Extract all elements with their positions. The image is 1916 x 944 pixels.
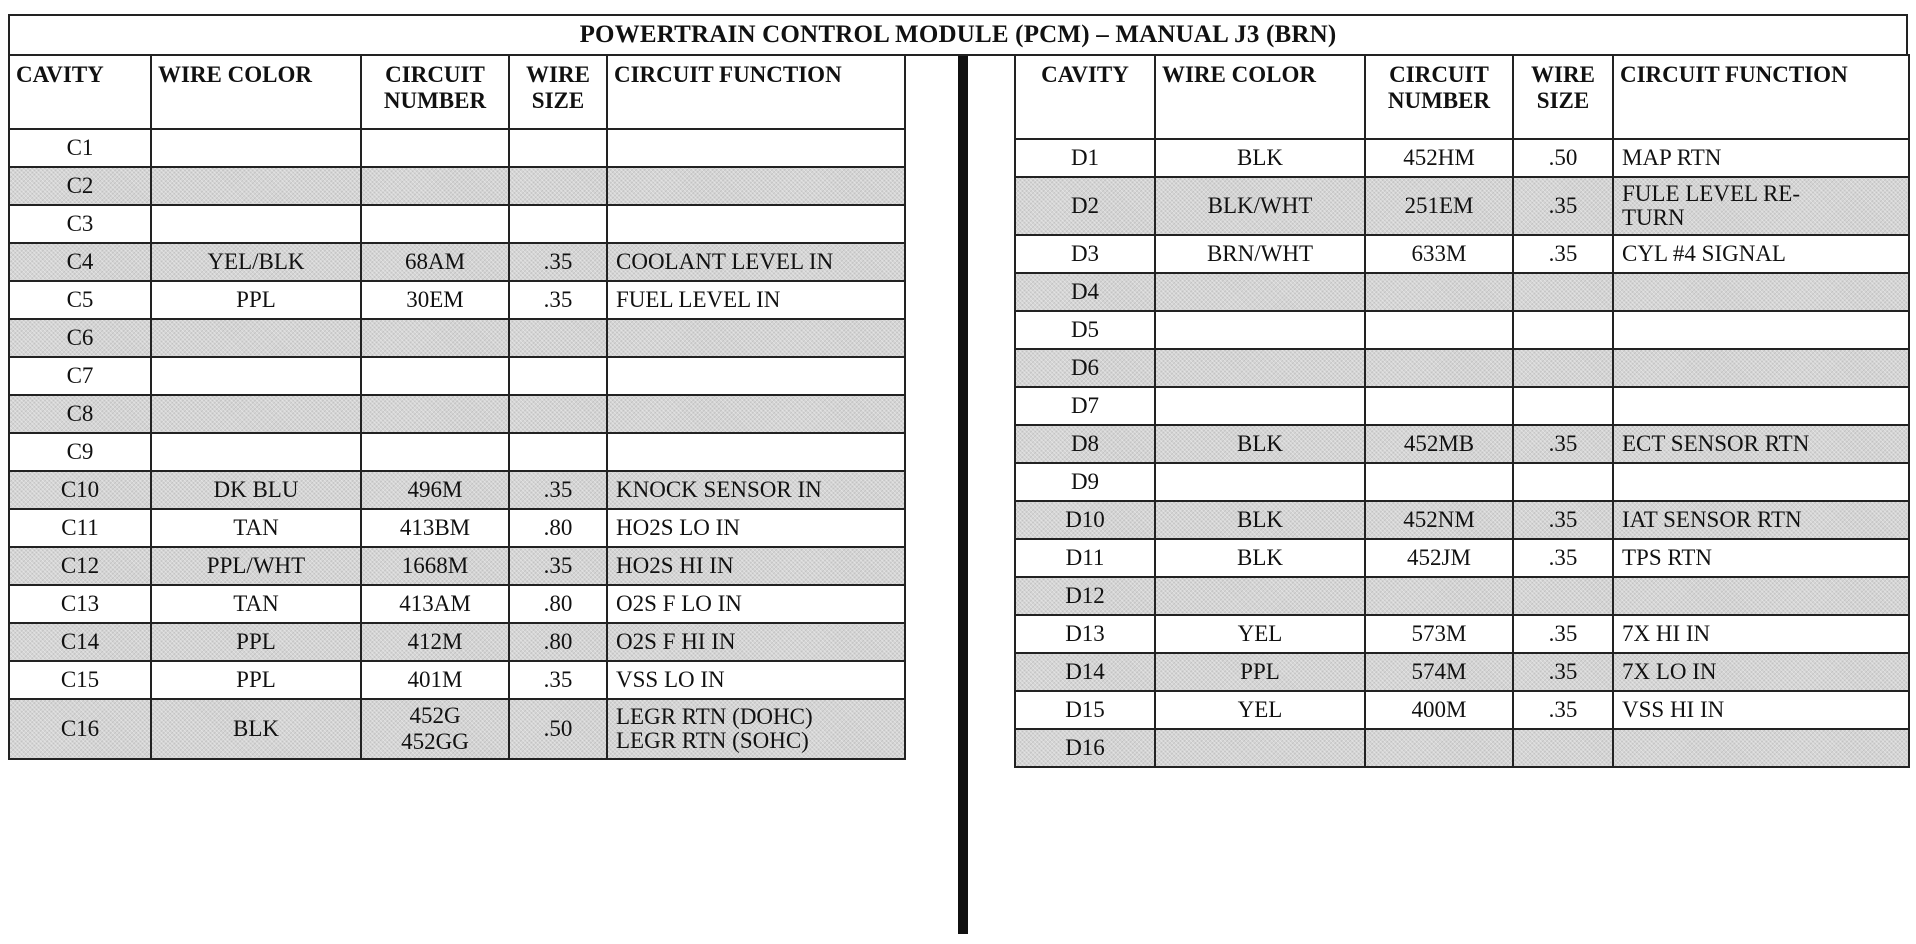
cavity-cell: C15 bbox=[9, 661, 151, 699]
wire-size-cell bbox=[1513, 463, 1613, 501]
table-row bbox=[9, 167, 905, 205]
table-row bbox=[9, 205, 905, 243]
wire-size-cell: .35 bbox=[509, 547, 607, 585]
circuit-number-cell bbox=[361, 319, 509, 357]
header-row bbox=[1015, 55, 1909, 139]
circuit-function-cell bbox=[607, 205, 905, 243]
cavity-cell: C5 bbox=[9, 281, 151, 319]
cavity-cell: C9 bbox=[9, 433, 151, 471]
table-row bbox=[9, 623, 905, 661]
circuit-number-cell bbox=[361, 167, 509, 205]
wire-color-cell: TAN bbox=[151, 585, 361, 623]
cavity-cell: C11 bbox=[9, 509, 151, 547]
circuit-number-cell: 400M bbox=[1365, 691, 1513, 729]
circuit-function-cell: IAT SENSOR RTN bbox=[1613, 501, 1909, 539]
circuit-number-cell: 452JM bbox=[1365, 539, 1513, 577]
cavity-cell: C8 bbox=[9, 395, 151, 433]
wire-color-cell: BLK bbox=[1155, 425, 1365, 463]
cavity-cell: D5 bbox=[1015, 311, 1155, 349]
wire-color-cell bbox=[1155, 349, 1365, 387]
cavity-cell: C2 bbox=[9, 167, 151, 205]
table-row bbox=[9, 395, 905, 433]
wire-color-cell: PPL bbox=[151, 661, 361, 699]
circuit-function-cell: LEGR RTN (DOHC) LEGR RTN (SOHC) bbox=[607, 699, 905, 759]
wire-color-cell bbox=[1155, 311, 1365, 349]
circuit-function-cell: HO2S LO IN bbox=[607, 509, 905, 547]
circuit-number-cell: 413BM bbox=[361, 509, 509, 547]
circuit-number-cell: 452G 452GG bbox=[361, 699, 509, 759]
wire-color-cell bbox=[1155, 273, 1365, 311]
wire-color-cell: BRN/WHT bbox=[1155, 235, 1365, 273]
circuit-number-cell: 452MB bbox=[1365, 425, 1513, 463]
cavity-cell: C3 bbox=[9, 205, 151, 243]
circuit-function-cell: O2S F LO IN bbox=[607, 585, 905, 623]
header-wire-size: WIRE SIZE bbox=[509, 55, 607, 129]
circuit-function-cell: VSS LO IN bbox=[607, 661, 905, 699]
table-row bbox=[9, 243, 905, 281]
wire-size-cell bbox=[1513, 387, 1613, 425]
cavity-cell: D14 bbox=[1015, 653, 1155, 691]
circuit-function-cell: HO2S HI IN bbox=[607, 547, 905, 585]
cavity-cell: C4 bbox=[9, 243, 151, 281]
cavity-cell: C13 bbox=[9, 585, 151, 623]
wire-size-cell: .80 bbox=[509, 509, 607, 547]
table-row bbox=[9, 699, 905, 759]
wire-color-cell bbox=[151, 167, 361, 205]
wire-color-cell bbox=[1155, 463, 1365, 501]
wire-size-cell bbox=[509, 319, 607, 357]
circuit-function-cell bbox=[607, 167, 905, 205]
connector-table-c bbox=[8, 54, 906, 760]
table-row bbox=[1015, 653, 1909, 691]
circuit-number-cell: 251EM bbox=[1365, 177, 1513, 235]
circuit-number-cell bbox=[1365, 349, 1513, 387]
wire-color-cell: PPL bbox=[1155, 653, 1365, 691]
circuit-function-cell bbox=[1613, 349, 1909, 387]
circuit-number-cell bbox=[1365, 729, 1513, 767]
wire-size-cell bbox=[509, 205, 607, 243]
header-wire-size: WIRE SIZE bbox=[1513, 55, 1613, 139]
wire-size-cell: .35 bbox=[1513, 691, 1613, 729]
circuit-number-cell: 412M bbox=[361, 623, 509, 661]
wire-color-cell bbox=[151, 129, 361, 167]
table-row bbox=[1015, 235, 1909, 273]
table-row bbox=[1015, 139, 1909, 177]
table-row bbox=[1015, 349, 1909, 387]
table-row bbox=[1015, 463, 1909, 501]
table-row bbox=[1015, 177, 1909, 235]
wire-color-cell: DK BLU bbox=[151, 471, 361, 509]
table-row bbox=[9, 585, 905, 623]
wire-color-cell: TAN bbox=[151, 509, 361, 547]
circuit-function-cell bbox=[1613, 577, 1909, 615]
circuit-number-cell bbox=[1365, 311, 1513, 349]
wire-size-cell: .35 bbox=[509, 243, 607, 281]
table-row bbox=[1015, 729, 1909, 767]
header-circuit-number: CIRCUIT NUMBER bbox=[361, 55, 509, 129]
circuit-number-cell: 452HM bbox=[1365, 139, 1513, 177]
header-row bbox=[9, 55, 905, 129]
cavity-cell: C10 bbox=[9, 471, 151, 509]
wire-color-cell: PPL/WHT bbox=[151, 547, 361, 585]
cavity-cell: C7 bbox=[9, 357, 151, 395]
wire-color-cell: YEL bbox=[1155, 691, 1365, 729]
cavity-cell: D13 bbox=[1015, 615, 1155, 653]
circuit-function-cell: TPS RTN bbox=[1613, 539, 1909, 577]
circuit-function-cell bbox=[1613, 273, 1909, 311]
table-row bbox=[9, 509, 905, 547]
wire-color-cell bbox=[151, 319, 361, 357]
circuit-number-cell bbox=[1365, 387, 1513, 425]
wire-size-cell: .35 bbox=[1513, 539, 1613, 577]
wire-color-cell bbox=[1155, 387, 1365, 425]
cavity-cell: D2 bbox=[1015, 177, 1155, 235]
wire-size-cell: .35 bbox=[509, 471, 607, 509]
table-row bbox=[9, 129, 905, 167]
wire-size-cell: .35 bbox=[1513, 425, 1613, 463]
circuit-number-cell bbox=[1365, 273, 1513, 311]
cavity-cell: D4 bbox=[1015, 273, 1155, 311]
header-wire-color: WIRE COLOR bbox=[151, 55, 361, 129]
wire-color-cell: BLK bbox=[1155, 501, 1365, 539]
circuit-number-cell: 573M bbox=[1365, 615, 1513, 653]
circuit-function-cell bbox=[1613, 387, 1909, 425]
circuit-number-cell: 401M bbox=[361, 661, 509, 699]
table-row bbox=[9, 319, 905, 357]
wire-size-cell: .35 bbox=[509, 661, 607, 699]
connector-table-d bbox=[1014, 54, 1910, 768]
table-row bbox=[9, 433, 905, 471]
wire-color-cell bbox=[1155, 729, 1365, 767]
wire-color-cell: PPL bbox=[151, 623, 361, 661]
circuit-number-cell bbox=[361, 205, 509, 243]
cavity-cell: D15 bbox=[1015, 691, 1155, 729]
circuit-function-cell: FUEL LEVEL IN bbox=[607, 281, 905, 319]
circuit-number-cell bbox=[1365, 577, 1513, 615]
circuit-number-cell: 452NM bbox=[1365, 501, 1513, 539]
table-row bbox=[9, 471, 905, 509]
circuit-function-cell: CYL #4 SIGNAL bbox=[1613, 235, 1909, 273]
circuit-function-cell: COOLANT LEVEL IN bbox=[607, 243, 905, 281]
wire-size-cell bbox=[509, 129, 607, 167]
cavity-cell: C6 bbox=[9, 319, 151, 357]
wire-size-cell bbox=[509, 395, 607, 433]
circuit-number-cell bbox=[1365, 463, 1513, 501]
circuit-function-cell bbox=[607, 395, 905, 433]
table-row bbox=[1015, 501, 1909, 539]
wire-size-cell: .35 bbox=[1513, 235, 1613, 273]
header-cavity: CAVITY bbox=[1015, 55, 1155, 139]
wire-size-cell bbox=[1513, 311, 1613, 349]
circuit-function-cell: 7X LO IN bbox=[1613, 653, 1909, 691]
cavity-cell: D7 bbox=[1015, 387, 1155, 425]
wire-size-cell bbox=[1513, 273, 1613, 311]
wire-color-cell: BLK bbox=[1155, 539, 1365, 577]
table-row bbox=[1015, 311, 1909, 349]
cavity-cell: C12 bbox=[9, 547, 151, 585]
wire-color-cell: BLK bbox=[1155, 139, 1365, 177]
cavity-cell: D9 bbox=[1015, 463, 1155, 501]
wire-color-cell: BLK/WHT bbox=[1155, 177, 1365, 235]
wire-color-cell: YEL bbox=[1155, 615, 1365, 653]
wire-size-cell: .35 bbox=[509, 281, 607, 319]
table-row bbox=[1015, 273, 1909, 311]
circuit-number-cell: 30EM bbox=[361, 281, 509, 319]
table-title: POWERTRAIN CONTROL MODULE (PCM) – MANUAL J3 (BRN) bbox=[8, 14, 1908, 56]
circuit-number-cell bbox=[361, 433, 509, 471]
table-row bbox=[1015, 691, 1909, 729]
cavity-cell: D8 bbox=[1015, 425, 1155, 463]
header-cavity: CAVITY bbox=[9, 55, 151, 129]
circuit-number-cell: 574M bbox=[1365, 653, 1513, 691]
circuit-function-cell: ECT SENSOR RTN bbox=[1613, 425, 1909, 463]
wire-size-cell: .50 bbox=[1513, 139, 1613, 177]
wire-color-cell: PPL bbox=[151, 281, 361, 319]
circuit-number-cell bbox=[361, 395, 509, 433]
wire-size-cell bbox=[509, 433, 607, 471]
circuit-function-cell: MAP RTN bbox=[1613, 139, 1909, 177]
cavity-cell: C16 bbox=[9, 699, 151, 759]
cavity-cell: D10 bbox=[1015, 501, 1155, 539]
circuit-number-cell: 496M bbox=[361, 471, 509, 509]
column-divider bbox=[958, 56, 968, 934]
wire-size-cell bbox=[509, 167, 607, 205]
table-row bbox=[1015, 539, 1909, 577]
header-circuit-function: CIRCUIT FUNCTION bbox=[607, 55, 905, 129]
wire-color-cell: BLK bbox=[151, 699, 361, 759]
wire-color-cell bbox=[151, 357, 361, 395]
wire-color-cell bbox=[151, 205, 361, 243]
wire-size-cell: .35 bbox=[1513, 653, 1613, 691]
wire-size-cell bbox=[1513, 729, 1613, 767]
circuit-number-cell: 1668M bbox=[361, 547, 509, 585]
cavity-cell: C14 bbox=[9, 623, 151, 661]
wire-color-cell bbox=[151, 433, 361, 471]
wire-color-cell bbox=[1155, 577, 1365, 615]
wire-size-cell: .80 bbox=[509, 585, 607, 623]
cavity-cell: D6 bbox=[1015, 349, 1155, 387]
circuit-function-cell bbox=[1613, 463, 1909, 501]
circuit-function-cell bbox=[1613, 729, 1909, 767]
circuit-function-cell bbox=[1613, 311, 1909, 349]
header-wire-color: WIRE COLOR bbox=[1155, 55, 1365, 139]
circuit-function-cell bbox=[607, 357, 905, 395]
cavity-cell: C1 bbox=[9, 129, 151, 167]
wire-size-cell bbox=[509, 357, 607, 395]
circuit-number-cell: 68AM bbox=[361, 243, 509, 281]
circuit-function-cell: VSS HI IN bbox=[1613, 691, 1909, 729]
table-row bbox=[9, 547, 905, 585]
table-row bbox=[1015, 425, 1909, 463]
table-row bbox=[1015, 387, 1909, 425]
circuit-function-cell bbox=[607, 129, 905, 167]
cavity-cell: D12 bbox=[1015, 577, 1155, 615]
wire-size-cell bbox=[1513, 349, 1613, 387]
wire-size-cell: .35 bbox=[1513, 615, 1613, 653]
cavity-cell: D16 bbox=[1015, 729, 1155, 767]
cavity-cell: D11 bbox=[1015, 539, 1155, 577]
header-circuit-function: CIRCUIT FUNCTION bbox=[1613, 55, 1909, 139]
table-row bbox=[9, 281, 905, 319]
wire-color-cell: YEL/BLK bbox=[151, 243, 361, 281]
cavity-cell: D1 bbox=[1015, 139, 1155, 177]
wire-size-cell: .80 bbox=[509, 623, 607, 661]
wire-size-cell bbox=[1513, 577, 1613, 615]
circuit-number-cell bbox=[361, 357, 509, 395]
circuit-function-cell: FULE LEVEL RE- TURN bbox=[1613, 177, 1909, 235]
table-row bbox=[1015, 577, 1909, 615]
table-row bbox=[1015, 615, 1909, 653]
circuit-function-cell: KNOCK SENSOR IN bbox=[607, 471, 905, 509]
wire-size-cell: .35 bbox=[1513, 501, 1613, 539]
circuit-function-cell: 7X HI IN bbox=[1613, 615, 1909, 653]
circuit-function-cell bbox=[607, 319, 905, 357]
wire-size-cell: .35 bbox=[1513, 177, 1613, 235]
table-row bbox=[9, 661, 905, 699]
circuit-number-cell: 633M bbox=[1365, 235, 1513, 273]
circuit-number-cell: 413AM bbox=[361, 585, 509, 623]
cavity-cell: D3 bbox=[1015, 235, 1155, 273]
wire-size-cell: .50 bbox=[509, 699, 607, 759]
circuit-number-cell bbox=[361, 129, 509, 167]
circuit-function-cell: O2S F HI IN bbox=[607, 623, 905, 661]
header-circuit-number: CIRCUIT NUMBER bbox=[1365, 55, 1513, 139]
wire-color-cell bbox=[151, 395, 361, 433]
circuit-function-cell bbox=[607, 433, 905, 471]
table-row bbox=[9, 357, 905, 395]
